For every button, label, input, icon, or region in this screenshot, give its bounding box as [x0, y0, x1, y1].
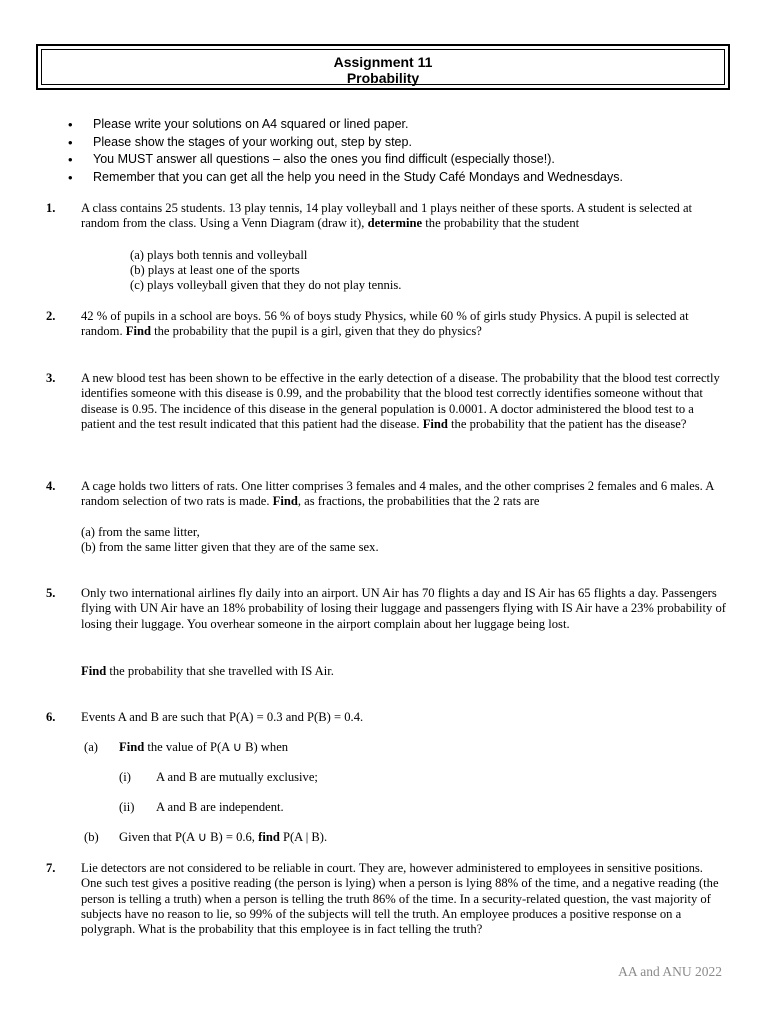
question-number: 7.: [46, 861, 56, 875]
keyword: find: [258, 830, 280, 844]
title-inner-border: [41, 49, 725, 85]
q1-part-a: (a) plays both tennis and volleyball: [130, 248, 308, 262]
footer-credit: AA and ANU 2022: [618, 964, 722, 979]
q6-part-a-label: (a): [84, 740, 98, 754]
question-text: 42 % of pupils in a school are boys. 56 % of boys study Physics, while 60 % of girls study Physics. A pupil is selected at random. Find the probability that the pupil is a girl, given that they do physics?: [81, 309, 689, 339]
instructions-list: [68, 116, 718, 186]
instruction-item: • Please write your solutions on A4 squared or lined paper.: [68, 116, 718, 134]
keyword: Find: [125, 324, 151, 339]
question-7: [46, 861, 726, 937]
question-text: A new blood test has been shown to be effective in the early detection of a disease. The probability that the blood test correctly identifies someone with this disease is 0.99, and the probability that the blood test correctly identifies someone without that disease is 0.95. The incidence of this disease in the general population is 0.0001. A doctor administered the blood test to a patient and the test result indicated that this patient had the disease. Find the probability that the patient has the disease?: [81, 371, 720, 431]
question-5: [46, 586, 726, 632]
question-number: 2.: [46, 309, 56, 323]
question-number: 5.: [46, 586, 56, 600]
q4-part-b: (b) from the same litter given that they are of the same sex.: [81, 540, 379, 554]
q1-part-c: (c) plays volleyball given that they do not play tennis.: [130, 278, 402, 292]
instruction-item: • You MUST answer all questions – also the ones you find difficult (especially those!).: [68, 151, 718, 169]
question-6: [46, 710, 726, 725]
q1-part-b: (b) plays at least one of the sports: [130, 263, 300, 277]
keyword: Find: [119, 740, 145, 754]
q6-part-b-label: (b): [84, 830, 99, 844]
question-text: A cage holds two litters of rats. One litter comprises 3 females and 4 males, and the other comprises 2 females and 6 males. A random selection of two rats is made. Find, as fractions, the probabilities that the 2 rats are: [81, 479, 714, 509]
question-number: 4.: [46, 479, 56, 493]
question-number: 6.: [46, 710, 56, 724]
question-text: Lie detectors are not considered to be reliable in court. They are, however administered to employees in sensitive positions. One such test gives a positive reading (the person is lying) when a person is lying 88% of the time, and a negative reading (the person is telling a truth) when a person is telling the truth 86% of the time. In a security-related question, the vast majority of subjects have no reason to lie, so 99% of the subjects will tell the truth. An employee produces a positive response on a polygraph. What is the probability that this employee is in fact telling the truth?: [81, 861, 719, 937]
instruction-item: • Please show the stages of your working out, step by step.: [68, 134, 718, 152]
question-number: 3.: [46, 371, 56, 385]
q6-part-i-label: (i): [119, 770, 131, 784]
q6-part-ii: A and B are independent.: [156, 800, 284, 814]
title-box: [36, 44, 730, 90]
keyword: Find: [422, 416, 448, 431]
q6-part-a: Find the value of P(A ∪ B) when: [119, 740, 289, 754]
q6-part-b: Given that P(A ∪ B) = 0.6, find P(A | B).: [119, 830, 328, 844]
q5-find-line: Find the probability that she travelled with IS Air.: [81, 664, 334, 678]
keyword: determine: [367, 216, 423, 231]
assignment-title: Assignment 11: [333, 54, 433, 70]
question-text: Events A and B are such that P(A) = 0.3 and P(B) = 0.4.: [81, 710, 364, 724]
question-2: [46, 309, 726, 340]
keyword: Find: [81, 664, 107, 678]
keyword: Find: [272, 494, 298, 509]
q4-part-a: (a) from the same litter,: [81, 525, 200, 539]
q6-part-i: A and B are mutually exclusive;: [156, 770, 318, 784]
question-text: A class contains 25 students. 13 play tennis, 14 play volleyball and 1 plays neither of these sports. A student is selected at random from the class. Using a Venn Diagram (draw it), determine the probability that the student: [81, 201, 693, 231]
question-text: Only two international airlines fly daily into an airport. UN Air has 70 flights a day and IS Air has 65 flights a day. Passengers flying with UN Air have an 18% probability of losing their luggage and passengers flying with IS Air have a 23% probability of losing their luggage. You overhear someone in the airport complain about her luggage being lost.: [81, 586, 726, 631]
instruction-item: • Remember that you can get all the help you need in the Study Café Mondays and Wednesdays.: [68, 169, 718, 187]
q6-part-ii-label: (ii): [119, 800, 135, 814]
question-number: 1.: [46, 201, 56, 215]
question-1: [46, 201, 726, 232]
assignment-subtitle: Probability: [346, 70, 420, 86]
question-4: [46, 479, 726, 510]
question-3: [46, 371, 726, 432]
